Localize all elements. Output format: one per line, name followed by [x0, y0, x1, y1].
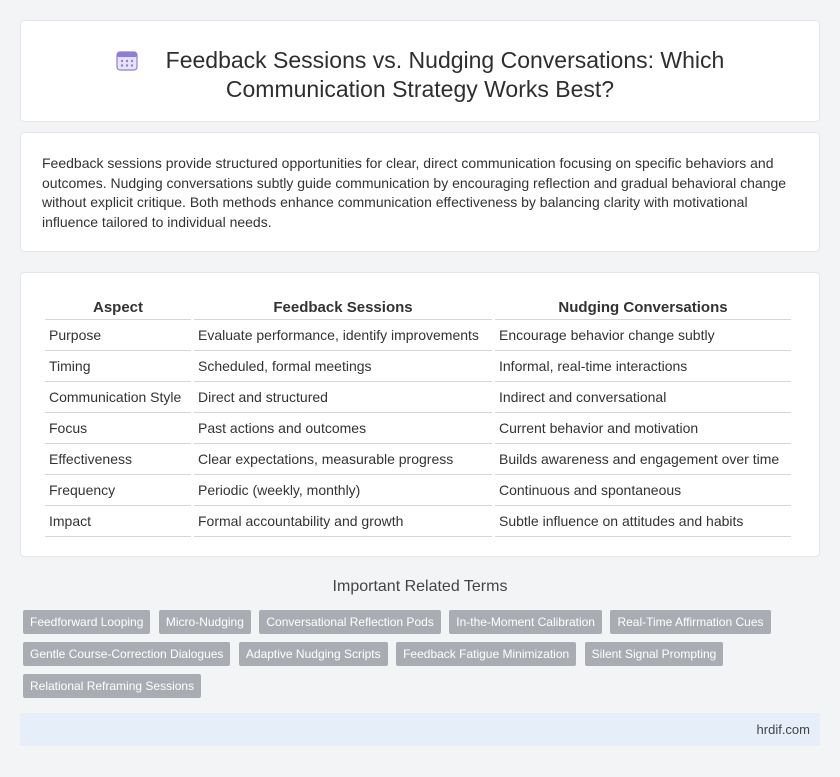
related-term-tag[interactable]: In-the-Moment Calibration [449, 610, 602, 634]
header-feedback-sessions: Feedback Sessions [194, 295, 492, 320]
table-row [45, 351, 791, 382]
related-term-tag[interactable]: Conversational Reflection Pods [259, 610, 440, 634]
nudging-cell: Current behavior and motivation [495, 413, 791, 444]
intro-paragraph: Feedback sessions provide structured opportunities for clear, direct communication focusing on specific behaviors and outcomes. Nudging conversations subtly guide communication by encouraging reflection and gradual behavioral change without explicit critique. Both methods enhance communication effectiveness by balancing clarity with motivational influence tailored to individual needs. [42, 155, 787, 230]
aspect-cell: Purpose [45, 320, 191, 351]
aspect-cell: Frequency [45, 475, 191, 506]
feedback-cell: Formal accountability and growth [194, 506, 492, 537]
comparison-table [42, 295, 794, 537]
table-row [45, 475, 791, 506]
header-aspect: Aspect [45, 295, 191, 320]
intro-card [20, 132, 820, 252]
related-term-tag[interactable]: Micro-Nudging [159, 610, 251, 634]
related-terms-title: Important Related Terms [332, 578, 508, 595]
feedback-cell: Clear expectations, measurable progress [194, 444, 492, 475]
header-card [20, 20, 820, 122]
aspect-cell: Communication Style [45, 382, 191, 413]
title-line-1: Feedback Sessions vs. Nudging Conversations: Which [165, 47, 725, 73]
table-row [45, 320, 791, 351]
feedback-cell: Past actions and outcomes [194, 413, 492, 444]
nudging-cell: Informal, real-time interactions [495, 351, 791, 382]
page-title [21, 46, 819, 104]
aspect-cell: Timing [45, 351, 191, 382]
title-line-2: Communication Strategy Works Best? [225, 76, 615, 102]
related-term-tag[interactable]: Feedback Fatigue Minimization [396, 642, 576, 666]
related-term-tag[interactable]: Feedforward Looping [23, 610, 150, 634]
feedback-cell: Scheduled, formal meetings [194, 351, 492, 382]
nudging-cell: Encourage behavior change subtly [495, 320, 791, 351]
related-term-tag[interactable]: Relational Reframing Sessions [23, 674, 201, 698]
feedback-cell: Evaluate performance, identify improvements [194, 320, 492, 351]
related-term-tag[interactable]: Gentle Course-Correction Dialogues [23, 642, 230, 666]
table-row [45, 382, 791, 413]
aspect-cell: Effectiveness [45, 444, 191, 475]
table-row [45, 506, 791, 537]
table-row [45, 444, 791, 475]
feedback-cell: Periodic (weekly, monthly) [194, 475, 492, 506]
related-term-tag[interactable]: Silent Signal Prompting [585, 642, 724, 666]
nudging-cell: Indirect and conversational [495, 382, 791, 413]
comparison-card [20, 272, 820, 557]
calendar-icon [116, 49, 138, 71]
nudging-cell: Builds awareness and engagement over time [495, 444, 791, 475]
aspect-cell: Focus [45, 413, 191, 444]
feedback-cell: Direct and structured [194, 382, 492, 413]
header-nudging-conversations: Nudging Conversations [495, 295, 791, 320]
table-header-row [45, 295, 791, 320]
table-row [45, 413, 791, 444]
footer [20, 713, 820, 746]
nudging-cell: Subtle influence on attitudes and habits [495, 506, 791, 537]
related-term-tag[interactable]: Real-Time Affirmation Cues [610, 610, 770, 634]
aspect-cell: Impact [45, 506, 191, 537]
footer-site-link[interactable]: hrdif.com [756, 722, 810, 737]
related-term-tag[interactable]: Adaptive Nudging Scripts [239, 642, 388, 666]
related-terms-list [23, 610, 813, 706]
nudging-cell: Continuous and spontaneous [495, 475, 791, 506]
